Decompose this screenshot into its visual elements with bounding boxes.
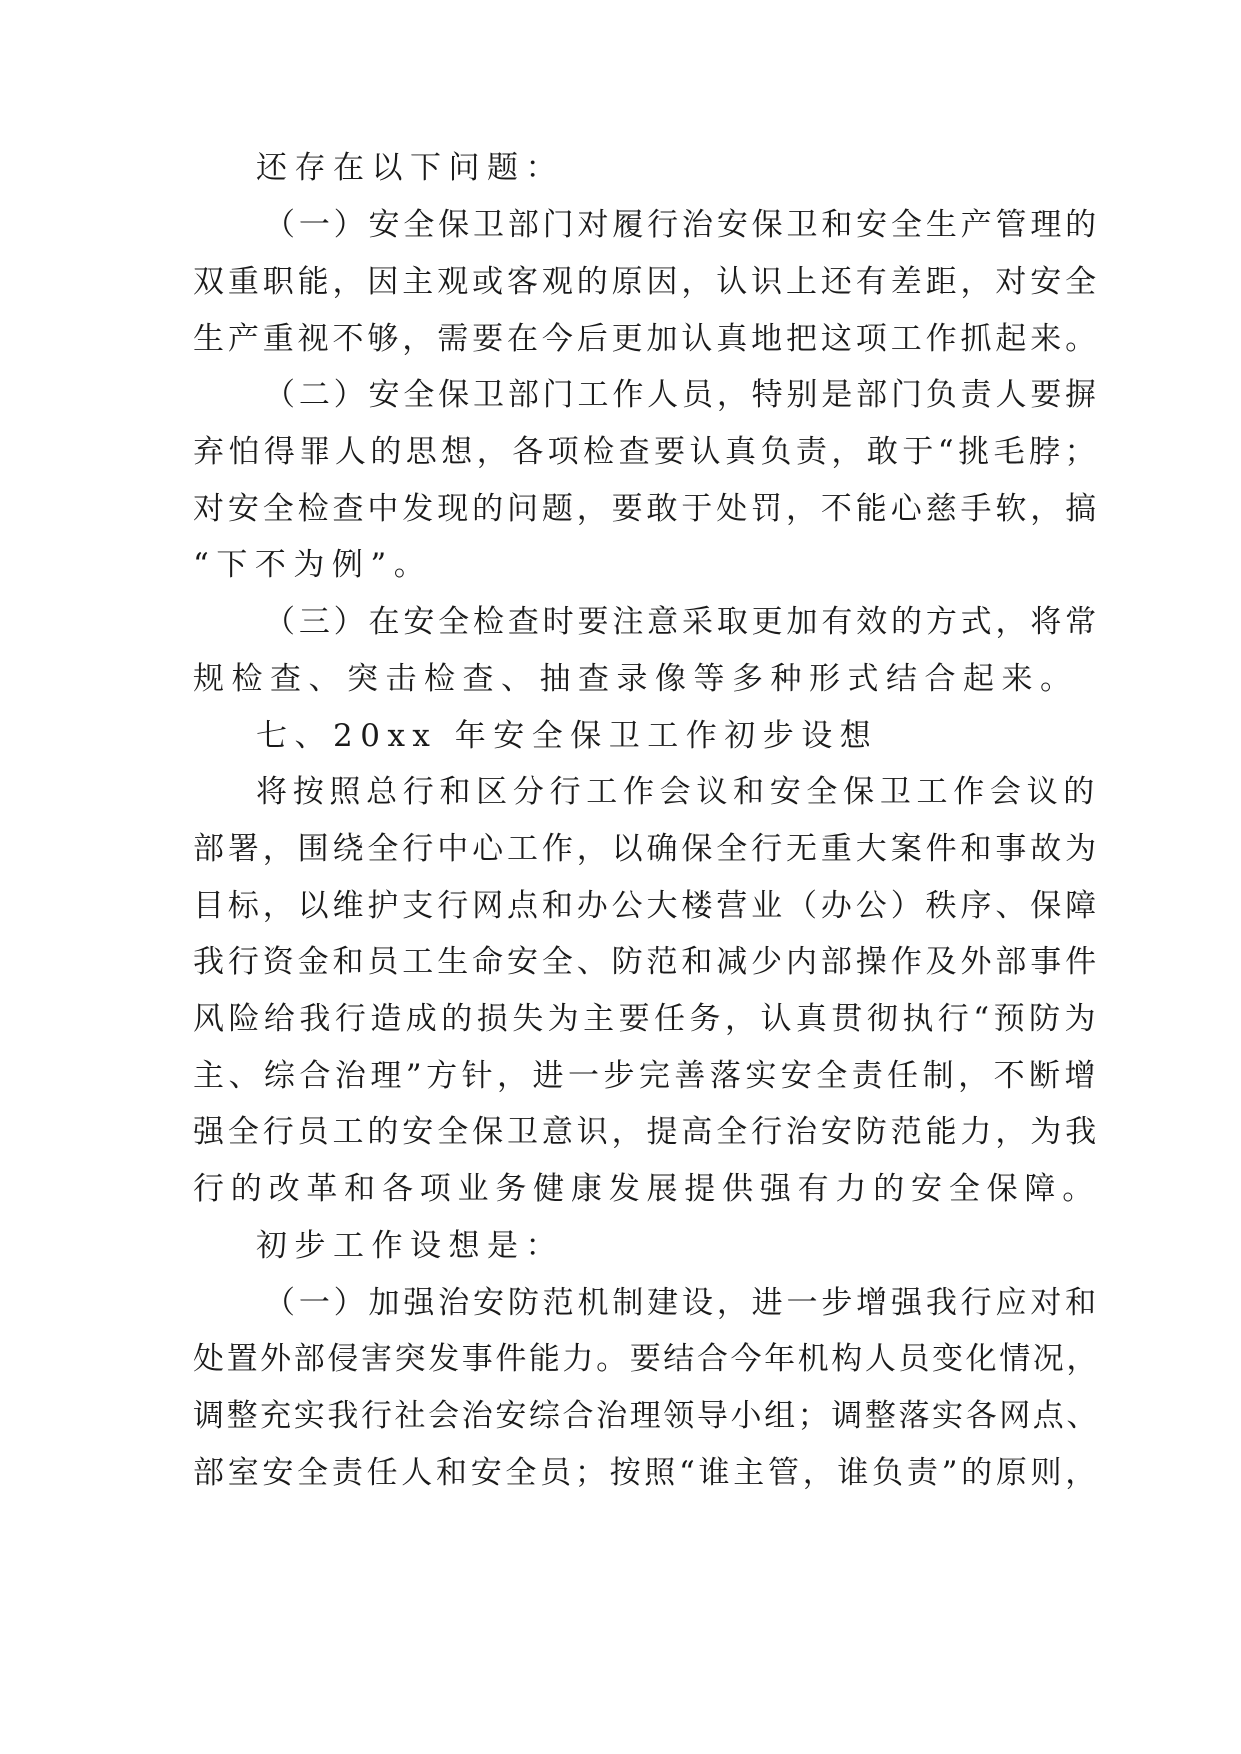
text-line: 主、综合治理”方针，进一步完善落实安全责任制，不断增 xyxy=(193,1058,1100,1094)
text-line: 我行资金和员工生命安全、防范和减少内部操作及外部事件 xyxy=(193,944,1100,980)
text-line: 生产重视不够，需要在今后更加认真地把这项工作抓起来。 xyxy=(193,321,1100,357)
text-line: 双重职能，因主观或客观的原因，认识上还有差距，对安全 xyxy=(193,264,1100,300)
text-line: 将按照总行和区分行工作会议和安全保卫工作会议的 xyxy=(256,774,1100,810)
text-line: 初步工作设想是： xyxy=(256,1228,564,1264)
text-line: 调整充实我行社会治安综合治理领导小组；调整落实各网点、 xyxy=(193,1398,1100,1434)
text-line: （一）安全保卫部门对履行治安保卫和安全生产管理的 xyxy=(264,207,1100,243)
text-line: 规检查、突击检查、抽查录像等多种形式结合起来。 xyxy=(193,661,1079,697)
section-heading: 七、20xx 年安全保卫工作初步设想 xyxy=(256,718,879,754)
text-line: 强全行员工的安全保卫意识，提高全行治安防范能力，为我 xyxy=(193,1114,1100,1150)
text-line: 处置外部侵害突发事件能力。要结合今年机构人员变化情况， xyxy=(193,1341,1100,1377)
text-line: 行的改革和各项业务健康发展提供强有力的安全保障。 xyxy=(193,1171,1100,1207)
text-line: 部室安全责任人和安全员；按照“谁主管，谁负责”的原则， xyxy=(193,1455,1100,1491)
text-line: 弃怕得罪人的思想，各项检查要认真负责，敢于“挑毛脖； xyxy=(193,434,1100,470)
text-line: “下不为例”。 xyxy=(193,547,433,583)
text-line: 风险给我行造成的损失为主要任务，认真贯彻执行“预防为 xyxy=(193,1001,1100,1037)
text-line: 还存在以下问题： xyxy=(256,150,564,186)
text-line: （三）在安全检查时要注意采取更加有效的方式，将常 xyxy=(264,604,1100,640)
text-line: （一）加强治安防范机制建设，进一步增强我行应对和 xyxy=(264,1285,1100,1321)
text-line: 部署，围绕全行中心工作，以确保全行无重大案件和事故为 xyxy=(193,831,1100,867)
text-line: 对安全检查中发现的问题，要敢于处罚，不能心慈手软，搞 xyxy=(193,491,1100,527)
text-line: （二）安全保卫部门工作人员，特别是部门负责人要摒 xyxy=(264,377,1100,413)
text-line: 目标，以维护支行网点和办公大楼营业（办公）秩序、保障 xyxy=(193,888,1100,924)
